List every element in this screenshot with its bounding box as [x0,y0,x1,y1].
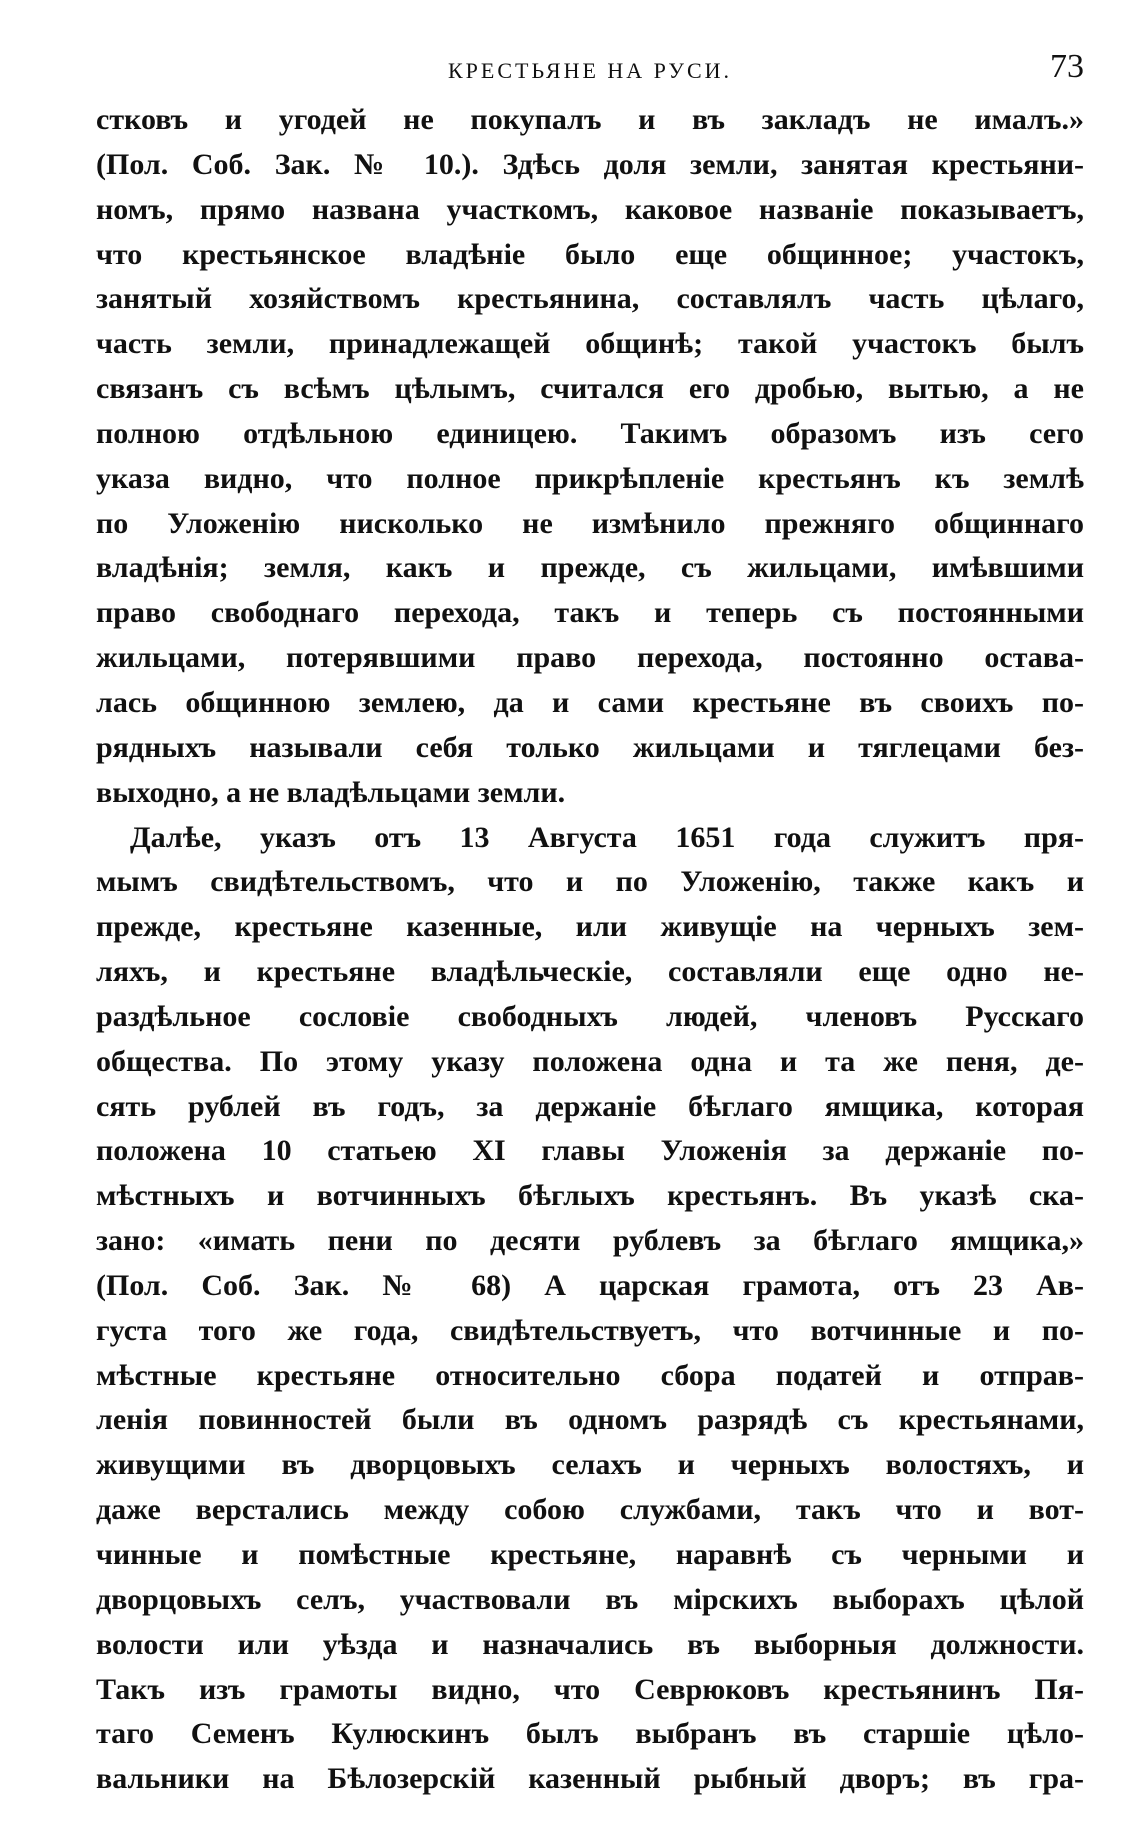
text-line: по Уложенію нисколько не измѣнило прежняго общиннаго [96,506,1084,540]
text-line: Такъ изъ грамоты видно, что Севрюковъ крестьянинъ Пя- [96,1672,1084,1706]
text-line: связанъ съ всѣмъ цѣлымъ, считался его дробью, вытью, а не [96,372,1084,406]
text-line: (Пол. Соб. Зак. № 10.). Здѣсь доля земли, занятая крестьяни- [96,147,1084,181]
text-line: мѣстныхъ и вотчинныхъ бѣглыхъ крестьянъ. Въ указѣ ска- [96,1179,1084,1213]
text-line: живущими въ дворцовыхъ селахъ и черныхъ волостяхъ, и [96,1448,1084,1482]
text-line: сять рублей въ годъ, за держаніе бѣглаго ямщика, которая [96,1089,1084,1123]
text-line: что крестьянское владѣніе было еще общинное; участокъ, [96,237,1084,271]
text-line: занятый хозяйствомъ крестьянина, составлялъ часть цѣлаго, [96,282,1084,316]
text-line: дворцовыхъ селъ, участвовали въ мірскихъ выборахъ цѣлой [96,1582,1084,1616]
text-line: Далѣе, указъ отъ 13 Августа 1651 года служитъ пря- [130,820,1084,854]
text-line: выходно, а не владѣльцами земли. [96,775,566,809]
text-line: (Пол. Соб. Зак. № 68) А царская грамота, отъ 23 Ав- [96,1268,1084,1302]
text-line: таго Семенъ Кулюскинъ былъ выбранъ въ старшіе цѣло- [96,1717,1084,1751]
text-line: стковъ и угодей не покупалъ и въ закладъ не ималъ.» [96,103,1084,136]
running-head [96,48,1084,92]
text-line: часть земли, принадлежащей общинѣ; такой участокъ былъ [96,327,1084,361]
text-line: указа видно, что полное прикрѣпленіе крестьянъ къ землѣ [96,461,1084,495]
text-line: лась общинною землею, да и сами крестьяне въ своихъ по- [96,685,1084,719]
text-line: мымъ свидѣтельствомъ, что и по Уложенію, также какъ и [96,865,1084,899]
text-line: мѣстные крестьяне относительно сбора податей и отправ- [96,1358,1084,1392]
text-line: прежде, крестьяне казенные, или живущіе на черныхъ зем- [96,910,1084,944]
page-number: 73 [1050,48,1084,85]
text-line: густа того же года, свидѣтельствуетъ, что вотчинные и по- [96,1313,1084,1347]
text-line: даже верстались между собою службами, такъ что и вот- [96,1493,1084,1527]
text-line: вальники на Бѣлозерскій казенный рыбный дворъ; въ гра- [96,1762,1084,1796]
text-line: номъ, прямо названа участкомъ, каковое названіе показываетъ, [96,192,1084,226]
text-line: рядныхъ называли себя только жильцами и тяглецами без- [96,730,1084,764]
text-line: полною отдѣльною единицею. Такимъ образомъ изъ сего [96,416,1084,450]
text-line: чинные и помѣстные крестьяне, наравнѣ съ черными и [96,1538,1084,1571]
text-line: общества. По этому указу положена одна и та же пеня, де- [96,1044,1084,1078]
running-title: КРЕСТЬЯНЕ НА РУСИ. [447,58,733,83]
text-line: ляхъ, и крестьяне владѣльческіе, составляли еще одно не- [96,955,1084,989]
text-line: жильцами, потерявшими право перехода, постоянно остава- [96,641,1084,675]
text-line: положена 10 статьею XI главы Уложенія за держаніе по- [96,1134,1084,1168]
text-line: раздѣльное сословіе свободныхъ людей, членовъ Русскаго [96,999,1084,1033]
text-line: зано: «имать пени по десяти рублевъ за бѣглаго ямщика,» [96,1224,1084,1258]
text-line: волости или уѣзда и назначались въ выборныя должности. [96,1627,1084,1661]
body-text [96,98,1084,1802]
text-line: владѣнія; земля, какъ и прежде, съ жильцами, имѣвшими [96,551,1084,585]
text-line: право свободнаго перехода, такъ и теперь съ постоянными [96,596,1084,630]
text-line: ленія повинностей были въ одномъ разрядѣ съ крестьянами, [96,1403,1084,1437]
